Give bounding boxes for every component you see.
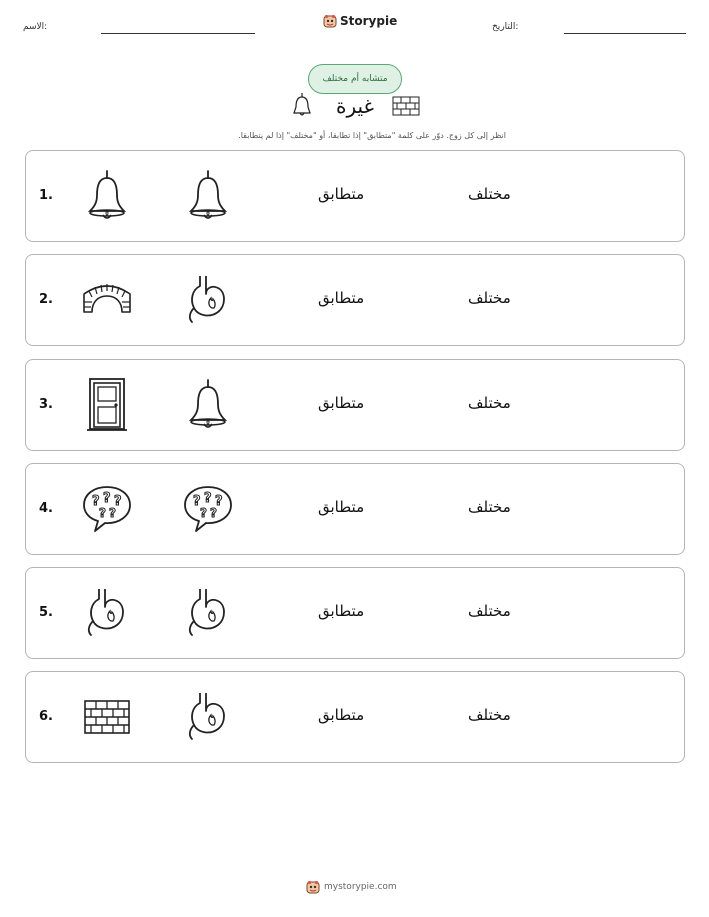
option-different[interactable]: مختلف [468,289,511,307]
right-picture [182,689,234,745]
instructions: انظر إلى كل زوج. دوّر على كلمة "متطابق" إذا تطابقا، أو "مختلف" إذا لم يتطابقا. [238,131,506,140]
right-picture [182,481,234,537]
option-same[interactable]: متطابق [318,289,365,307]
brick-wall-icon [392,96,420,116]
svg-text:?: ? [109,506,116,520]
right-picture [182,585,234,641]
option-different[interactable]: مختلف [468,394,511,412]
option-different[interactable]: مختلف [468,706,511,724]
stomach-icon [182,272,234,328]
svg-text:?: ? [193,494,201,509]
pair-row-4 [25,463,685,555]
bell-icon [182,168,234,224]
date-line [564,33,686,34]
left-picture [81,585,133,641]
door-icon [81,377,133,433]
title-word: غيرة [335,94,374,118]
row-number: 5. [39,605,53,620]
left-picture [81,272,133,328]
pair-row-1 [25,150,685,242]
svg-text:?: ? [204,491,212,506]
brick-wall-icon [81,689,133,745]
pair-row-3 [25,359,685,451]
svg-text:?: ? [215,494,223,509]
option-same[interactable]: متطابق [318,498,365,516]
stomach-icon [81,585,133,641]
option-same[interactable]: متطابق [318,394,365,412]
name-line [101,33,255,34]
svg-text:?: ? [92,494,100,509]
row-number: 6. [39,709,53,724]
row-number: 1. [39,188,53,203]
storypie-logo-icon [323,14,337,28]
svg-text:?: ? [210,506,217,520]
option-same[interactable]: متطابق [318,706,365,724]
brand [323,14,397,28]
option-different[interactable]: مختلف [468,498,511,516]
svg-text:?: ? [103,491,111,506]
pair-row-2 [25,254,685,346]
option-same[interactable]: متطابق [318,602,365,620]
storypie-logo-icon [306,880,320,894]
footer-url[interactable]: mystorypie.com [324,882,397,892]
left-picture [81,481,133,537]
stomach-icon [182,689,234,745]
question-bubble-icon [81,481,133,537]
date-label: التاريخ: [492,22,519,32]
right-picture [182,272,234,328]
bell-icon [81,168,133,224]
name-label: الاسم: [23,22,48,32]
row-number: 4. [39,501,53,516]
pair-row-6 [25,671,685,763]
option-different[interactable]: مختلف [468,602,511,620]
bell-icon [182,377,234,433]
stomach-icon [182,585,234,641]
title-row [288,94,422,122]
right-picture [182,168,234,224]
svg-text:?: ? [99,506,106,520]
pair-row-5 [25,567,685,659]
brand-name: Storypie [340,14,398,28]
row-number: 2. [39,292,53,307]
left-picture [81,377,133,433]
option-same[interactable]: متطابق [318,185,365,203]
bell-icon [290,92,314,120]
stone-bridge-icon [81,272,133,328]
svg-text:?: ? [200,506,207,520]
left-picture [81,689,133,745]
question-bubble-icon [182,481,234,537]
svg-text:?: ? [114,494,122,509]
option-different[interactable]: مختلف [468,185,511,203]
left-picture [81,168,133,224]
right-picture [182,377,234,433]
row-number: 3. [39,397,53,412]
footer [306,880,397,894]
category-badge: متشابه أم مختلف [308,64,402,94]
